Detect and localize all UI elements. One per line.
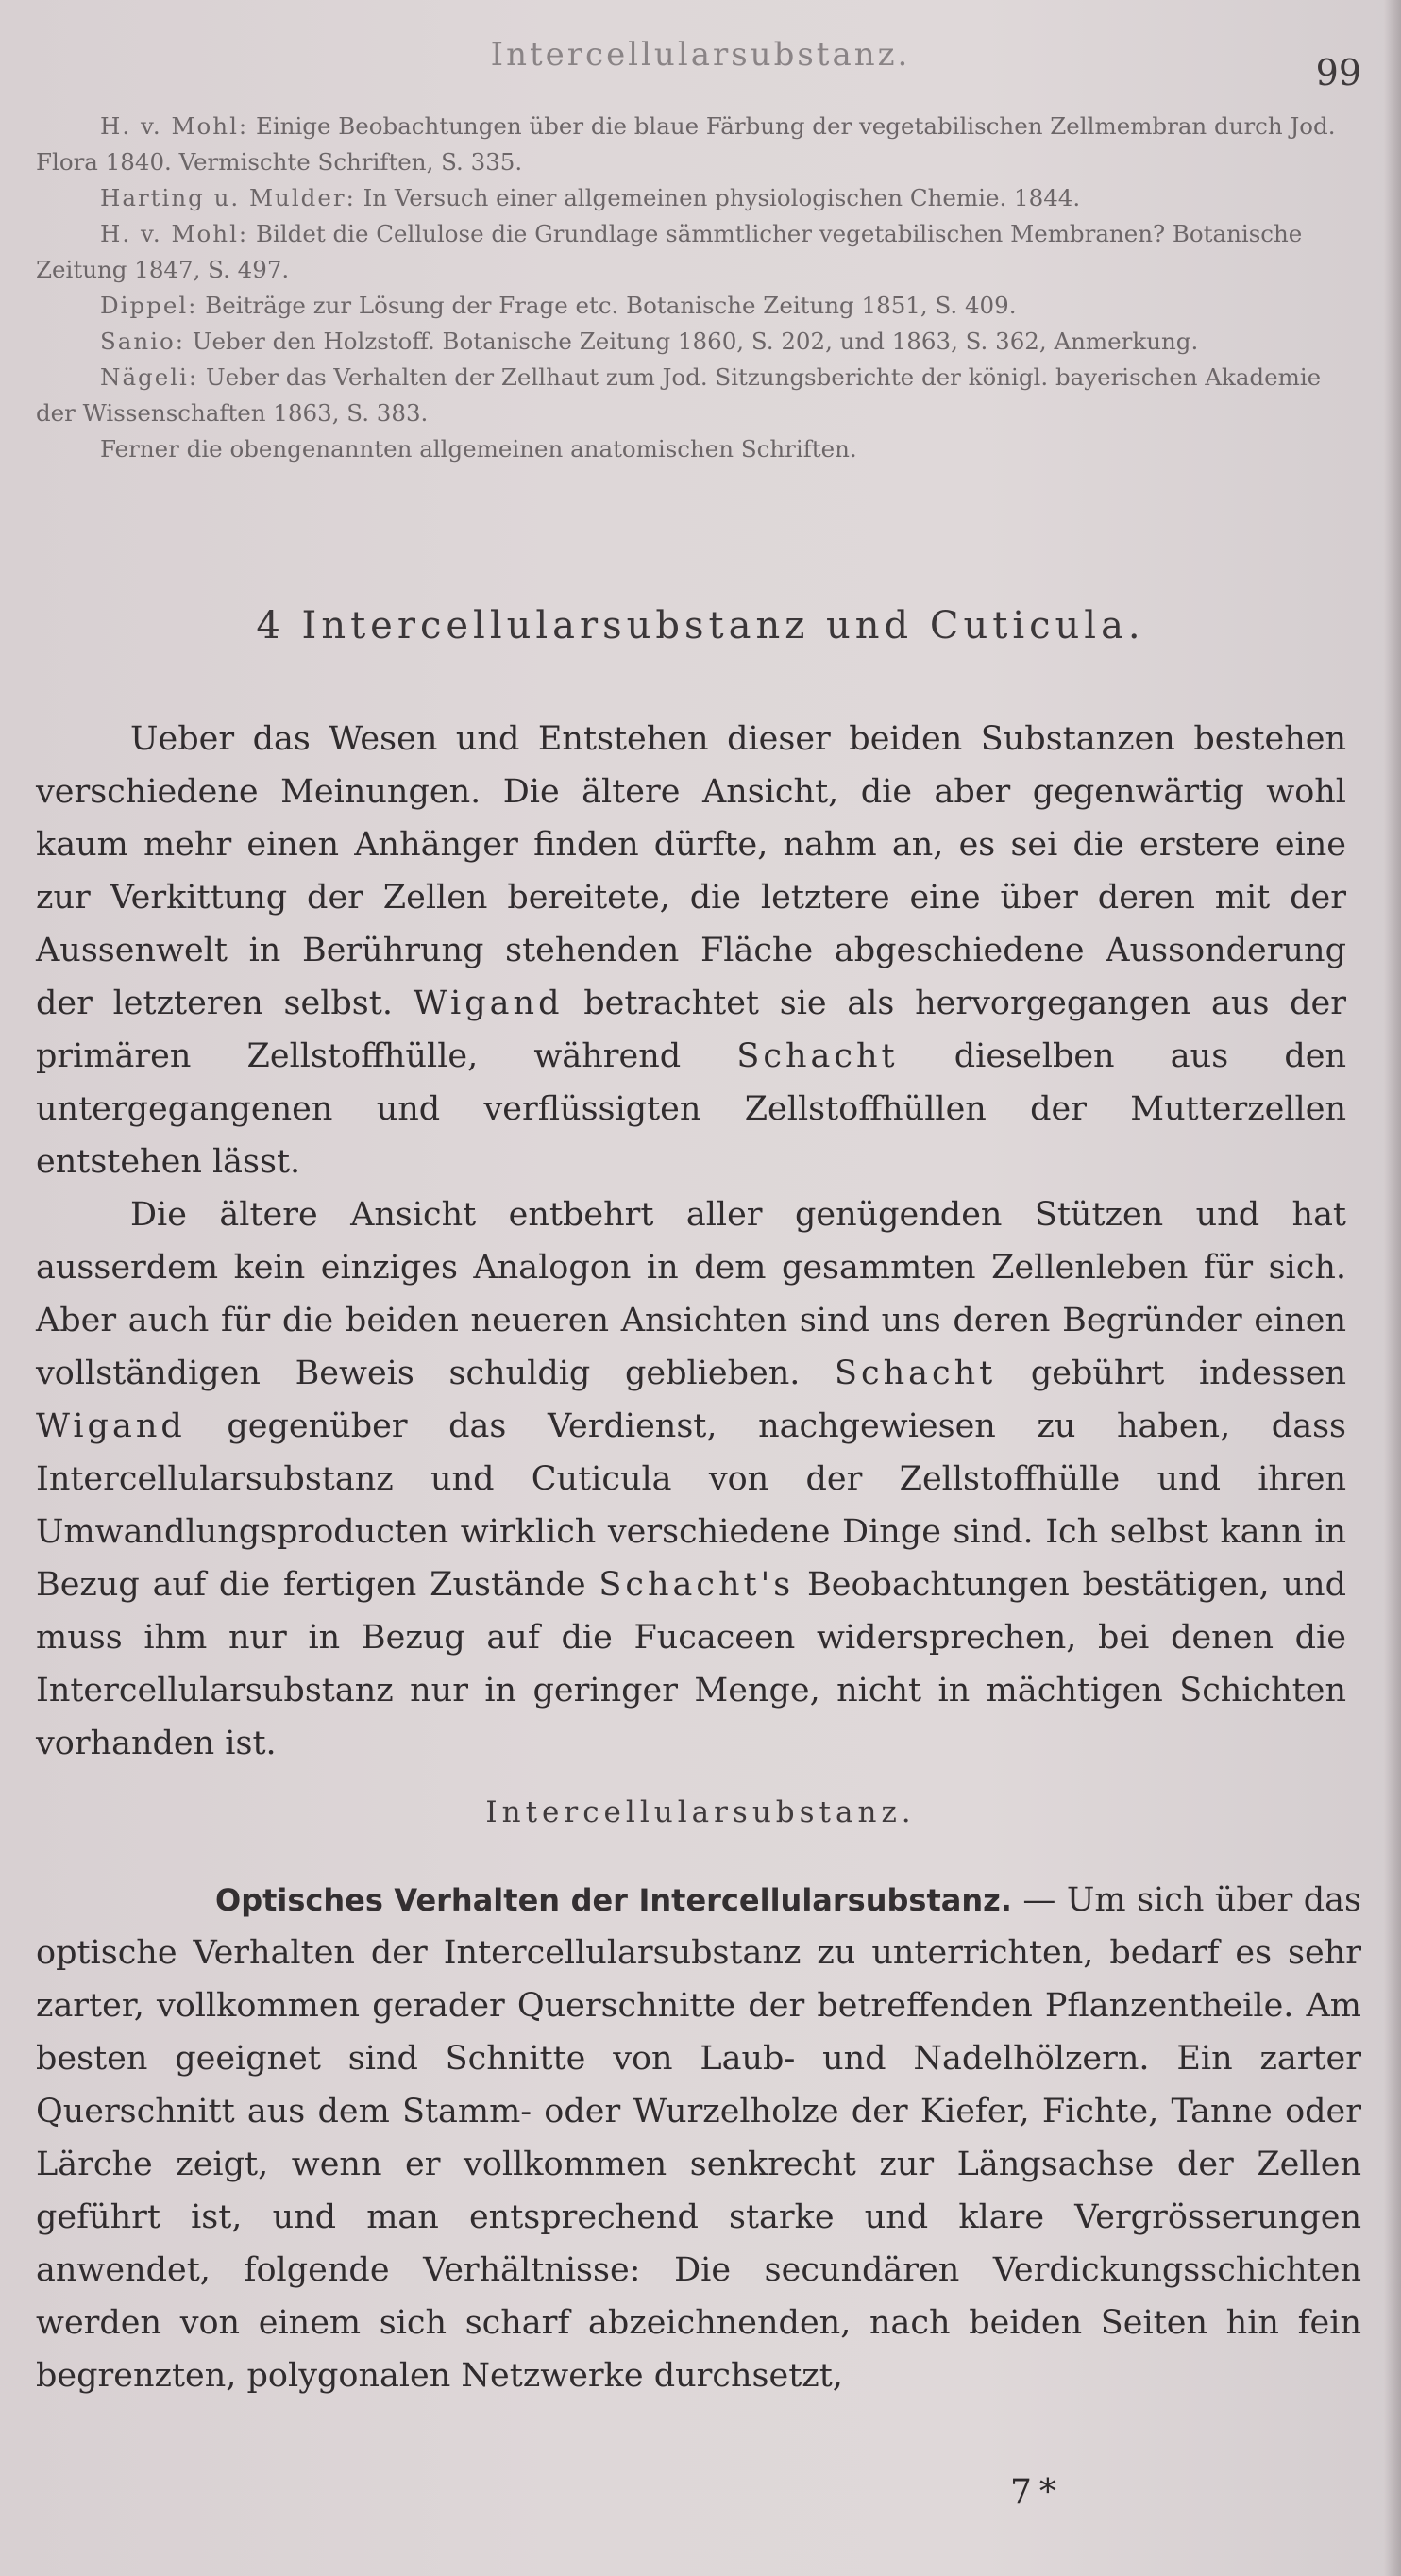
reference-text: Einige Beobachtungen über die blaue Färbung der vegetabilischen Zellmembran durch Jod. Flora 1840. Vermischte Schriften, S. 335. [36,112,1336,176]
text-run: gegenüber das Verdienst, nachgewiesen zu haben, dass Intercellularsubstanz und Cuticula von der Zellstoffhülle und ihren Umwandlungsproducten wirklich verschiedene Dinge sind. Ich selbst kann in Bezug auf die fertigen Zustände [36,1407,1346,1604]
reference-author: Sanio: [100,328,186,355]
author-name: Schacht [736,1037,899,1075]
page-number: 99 [1315,52,1361,93]
running-head: Intercellularsubstanz. [490,36,911,74]
text-run: Ueber das Wesen und Entstehen dieser beiden Substanzen bestehen verschiedene Meinungen. Die ältere Ansicht, die aber gegenwärtig wohl kaum mehr einen Anhänger finden dürfte, nahm an, es sei die erstere eine zur Verkittung der Zellen bereitete, die letztere eine über deren mit der Aussenwelt in Berührung stehenden Fläche abgeschiedene Aussonderung der letzteren selbst. [36,720,1346,1022]
reference-item [36,324,1339,360]
text-run: Beobachtungen bestätigen, und muss ihm nur in Bezug auf die Fucaceen widersprechen, bei denen die Intercellularsubstanz nur in geringer Menge, nicht in mächtigen Schichten vorhanden ist. [36,1566,1346,1762]
reference-item [36,360,1339,431]
text-run: gebührt indessen [996,1355,1346,1392]
paragraph [36,713,1346,1188]
reference-text: Ueber das Verhalten der Zellhaut zum Jod. Sitzungsberichte der königl. bayerischen Akademie der Wissenschaften 1863, S. 383. [36,363,1322,427]
reference-item [36,109,1339,180]
text-run: betrachtet sie als hervorgegangen aus der primären Zellstoffhülle, während [36,985,1347,1075]
paragraph [36,1188,1346,1770]
reference-text: Bildet die Cellulose die Grundlage sämmtlicher vegetabilischen Membranen? Botanische Zeitung 1847, S. 497. [36,220,1303,283]
reference-item [36,180,1339,216]
author-name: Schacht's [599,1566,795,1604]
reference-author: H. v. Mohl: [100,220,249,247]
subsection-title: Intercellularsubstanz. [485,1795,916,1829]
paragraph-lead: Optisches Verhalten der Intercellularsubstanz. [215,1882,1012,1918]
reference-text: Beiträge zur Lösung der Frage etc. Botanische Zeitung 1851, S. 409. [197,292,1017,319]
signature-mark: 7* [1010,2473,1064,2512]
section-title: 4 Intercellularsubstanz und Cuticula. [256,604,1145,648]
text-run: Die ältere Ansicht entbehrt aller genügenden Stützen und hat ausserdem kein einziges Analogon in dem gesammten Zellenleben für sich. Aber auch für die beiden neueren Ansichten sind uns deren Begründer einen vollständigen Beweis schuldig geblieben. [36,1196,1346,1392]
text-run: — Um sich über das optische Verhalten der Intercellularsubstanz zu unterrichten, bedarf es sehr zarter, vollkommen gerader Querschnitte der betreffenden Pflanzentheile. Am besten geeignet sind Schnitte von Laub- und Nadelhölzern. Ein zarter Querschnitt aus dem Stamm- oder Wurzelholze der Kiefer, Fichte, Tanne oder Lärche zeigt, wenn er vollkommen senkrecht zur Längsachse der Zellen geführt ist, und man entsprechend starke und klare Vergrösserungen anwendet, folgende Verhältnisse: Die secundären Verdickungsschichten werden von einem sich scharf abzeichnenden, nach beiden Seiten hin fein begrenzten, polygonalen Netzwerke durchsetzt, [36,1881,1361,2395]
reference-text: Ueber den Holzstoff. Botanische Zeitung 1860, S. 202, und 1863, S. 362, Anmerkung. [185,328,1199,355]
reference-text: In Versuch einer allgemeinen physiologischen Chemie. 1844. [355,184,1081,211]
reference-author: Dippel: [100,292,198,319]
author-name: Schacht [835,1355,997,1392]
subsection-body [36,1874,1361,2402]
text-run: dieselben aus den untergegangenen und verflüssigten Zellstoffhüllen der Mutterzellen entstehen lässt. [36,1037,1346,1181]
section-body [36,713,1346,1770]
author-name: Wigand [36,1407,186,1445]
paragraph [36,1874,1361,2402]
reference-author: Nägeli: [100,363,199,391]
reference-author: H. v. Mohl: [100,112,249,140]
reference-item [36,288,1339,324]
author-name: Wigand [413,985,564,1022]
reference-item [36,431,1339,467]
reference-author: Harting u. Mulder: [100,184,356,211]
page-edge-shadow [1384,0,1401,2576]
reference-list [36,109,1339,467]
reference-item [36,216,1339,288]
reference-text: Ferner die obengenannten allgemeinen anatomischen Schriften. [100,435,857,463]
